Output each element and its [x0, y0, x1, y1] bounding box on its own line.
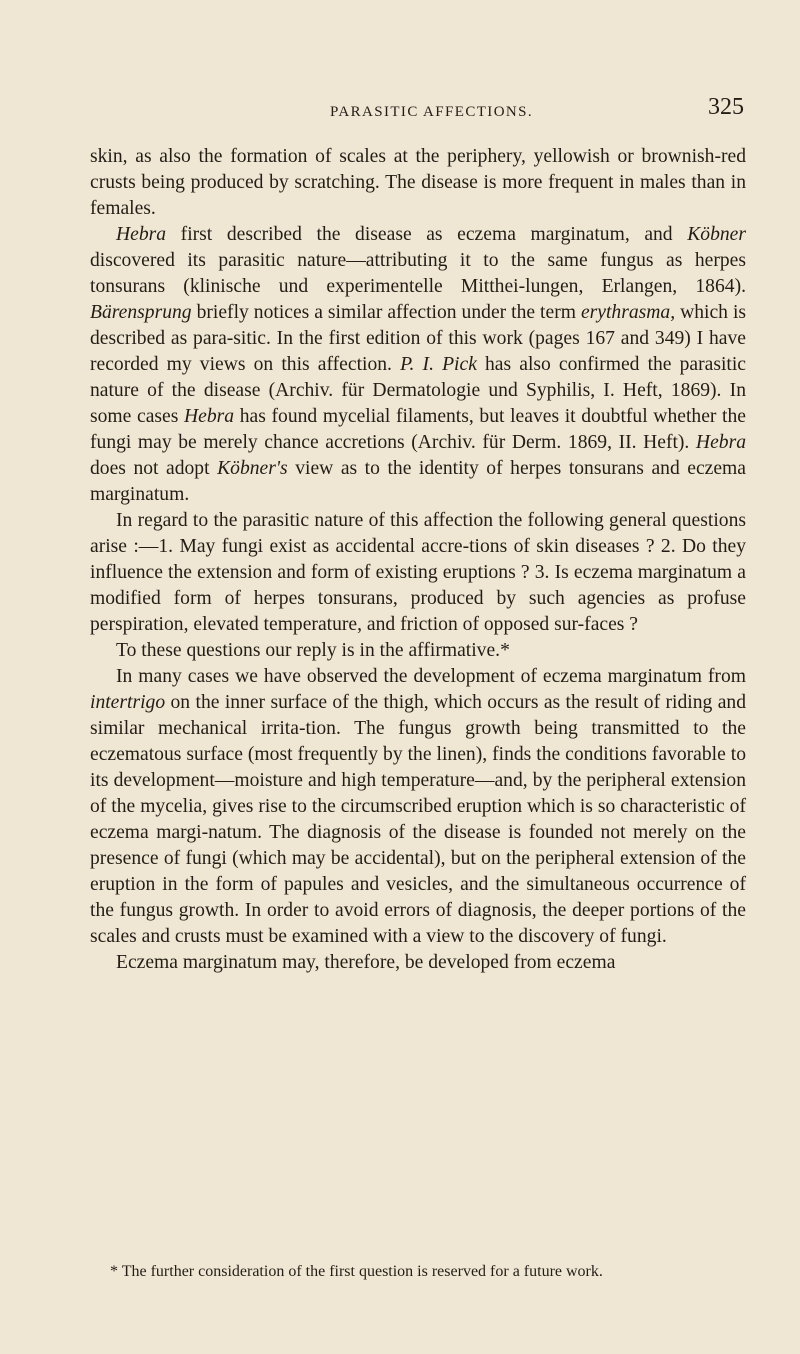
- paragraph-5: In many cases we have observed the development of eczema marginatum from intertrigo on the inner surface of the thigh, which occurs as the result of riding and similar mechanical irrita-tion. The fungus growth being transmitted to the eczematous surface (most frequently by the linen), finds the conditions favorable to its development—moisture and high temperature—and, by the peripheral extension of the mycelia, gives rise to the circumscribed eruption which is so characteristic of eczema margi-natum. The diagnosis of the disease is founded not merely on the presence of fungi (which may be accidental), but on the peripheral extension of the eruption in the form of papules and vesicles, and the simultaneous occurrence of the fungus growth. In order to avoid errors of diagnosis, the deeper portions of the scales and crusts must be examined with a view to the discovery of fungi.: [90, 666, 746, 947]
- paragraph-6: Eczema marginatum may, therefore, be developed from eczema: [116, 952, 616, 973]
- running-title: PARASITIC AFFECTIONS.: [330, 104, 534, 120]
- paragraph-3: In regard to the parasitic nature of this affection the following general questions arise :—1. May fungi exist as accidental accre-tions of skin diseases ? 2. Do they influence the extension and form of existing eruptions ? 3. Is eczema marginatum a modified form of herpes tonsurans, produced by such agencies as profuse perspiration, elevated temperature, and friction of opposed sur-faces ?: [90, 510, 746, 635]
- paragraph-2: Hebra first described the disease as eczema marginatum, and Köbner discovered its parasitic nature—attributing it to the same fungus as herpes tonsurans (klinische und experimentelle Mitthei-lungen, Erlangen, 1864). Bärensprung briefly notices a similar affection under the term erythrasma, which is described as para-sitic. In the first edition of this work (pages 167 and 349) I have recorded my views on this affection. P. I. Pick has also confirmed the parasitic nature of the disease (Archiv. für Dermatologie und Syphilis, I. Heft, 1869). In some cases Hebra has found mycelial filaments, but leaves it doubtful whether the fungi may be merely chance accretions (Archiv. für Derm. 1869, II. Heft). Hebra does not adopt Köbner's view as to the identity of herpes tonsurans and eczema marginatum.: [90, 224, 747, 505]
- term: erythrasma,: [580, 302, 676, 323]
- page-header: [90, 94, 746, 134]
- author-name: Hebra: [116, 224, 167, 245]
- paragraph-4: To these questions our reply is in the affirmative.*: [116, 640, 510, 661]
- paragraph-1: skin, as also the formation of scales at the periphery, yellowish or brownish-red crusts being produced by scratching. The disease is more frequent in males than in females.: [90, 146, 746, 219]
- author-name: Bärensprung: [90, 302, 192, 323]
- footnote: * The further consideration of the first question is reserved for a future work.: [110, 1263, 603, 1280]
- term: intertrigo: [90, 692, 166, 713]
- author-name: Köbner's: [217, 458, 288, 479]
- author-name: P. I. Pick: [400, 354, 477, 375]
- page-number: 325: [708, 94, 744, 120]
- author-name: Köbner: [687, 224, 746, 245]
- author-name: Hebra: [184, 406, 235, 427]
- author-name: Hebra: [695, 432, 746, 453]
- body-text: [90, 144, 746, 976]
